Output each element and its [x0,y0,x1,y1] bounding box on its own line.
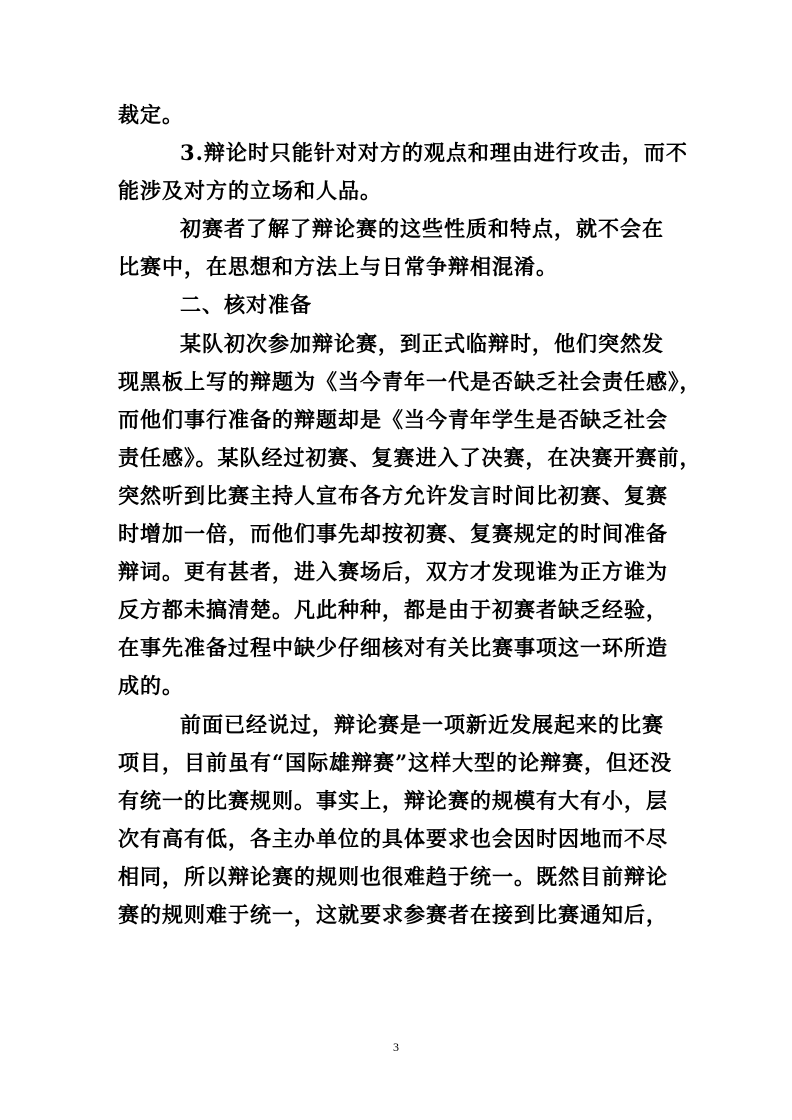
text-line: 次有高有低，各主办单位的具体要求也会因时因地而不尽 [118,825,668,851]
text-line: 3.辩论时只能针对对方的观点和理由进行攻击，而不 [180,140,688,166]
text-line: 初赛者了解了辩论赛的这些性质和特点，就不会在 [180,216,664,242]
text-line: 责任感》。某队经过初赛、复赛进入了决赛，在决赛开赛前， [118,444,702,470]
text-line: 某队初次参加辩论赛，到正式临辩时，他们突然发 [180,330,664,356]
text-line: 有统一的比赛规则。事实上，辩论赛的规模有大有小，层 [118,787,668,813]
text-line: 现黑板上写的辩题为《当今青年一代是否缺乏社会责任感》， [118,368,702,394]
text-line: 在事先准备过程中缺少仔细核对有关比赛事项这一环所造 [118,635,668,661]
text-line: 时增加一倍，而他们事先却按初赛、复赛规定的时间准备 [118,521,668,547]
page-number: 3 [393,1040,399,1054]
section-heading: 二、核对准备 [180,292,312,318]
text-line: 能涉及对方的立场和人品。 [118,178,382,204]
text-line: 辩词。更有甚者，进入赛场后，双方才发现谁为正方谁为 [118,559,668,585]
text-line: 反方都未搞清楚。凡此种种，都是由于初赛者缺乏经验， [118,597,668,623]
text-line: 赛的规则难于统一，这就要求参赛者在接到比赛通知后， [118,901,668,927]
text-line: 而他们事行准备的辩题却是《当今青年学生是否缺乏社会 [118,406,668,432]
body-text [118,96,702,934]
text-line: 突然听到比赛主持人宣布各方允许发言时间比初赛、复赛 [118,482,668,508]
text-line: 相同，所以辩论赛的规则也很难趋于统一。既然目前辩论 [118,863,668,889]
text-line: 前面已经说过，辩论赛是一项新近发展起来的比赛 [180,711,664,737]
text-line: 成的。 [118,673,184,699]
text-line: 项目，目前虽有“国际雄辩赛”这样大型的论辩赛，但还没 [118,749,673,775]
text-line: 裁定。 [118,102,184,127]
text-line: 比赛中，在思想和方法上与日常争辩相混淆。 [118,254,558,280]
